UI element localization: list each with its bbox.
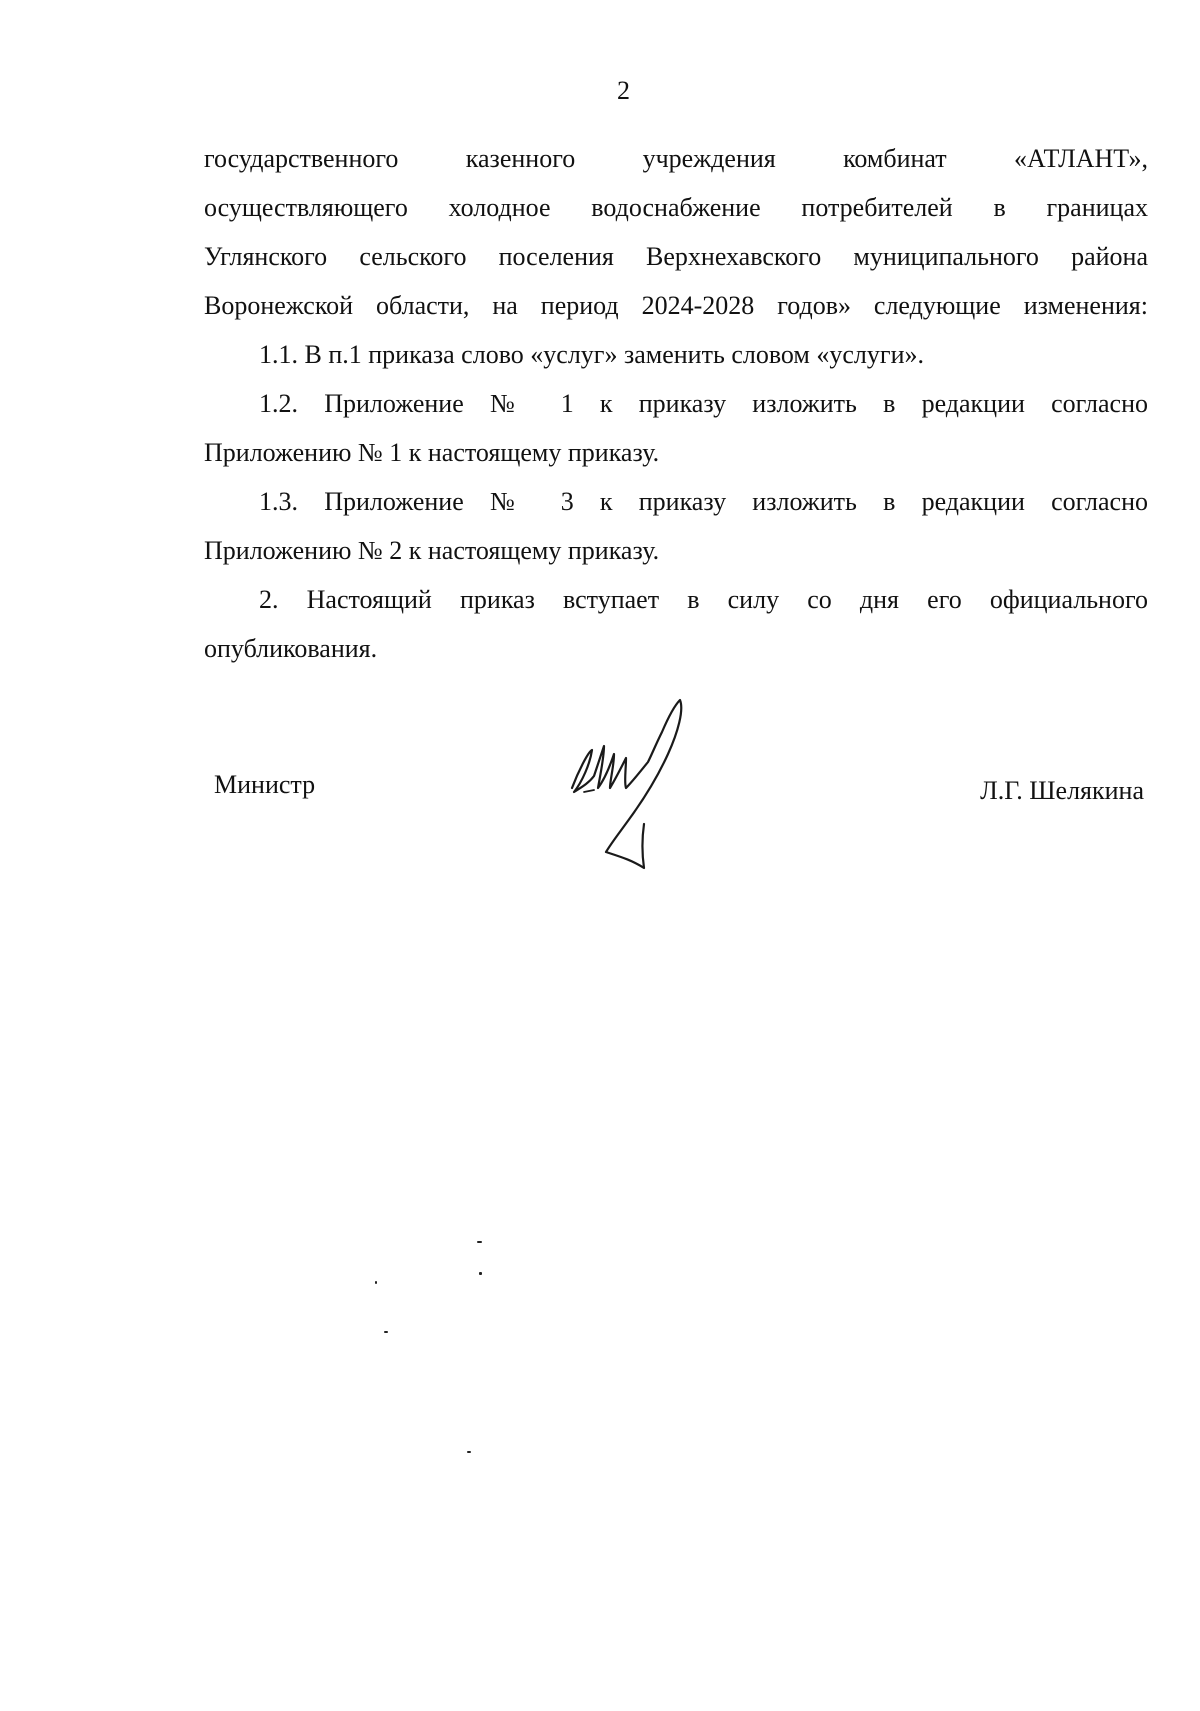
item-2-line: опубликования. [204,634,378,663]
paragraph-line: Воронежской области, на период 2024-2028 годов» следующие изменения: [204,291,1148,320]
scan-speck [477,1241,482,1243]
item-1-3-line: 1.3. Приложение № 3 к приказу изложить в редакции согласно [259,487,1148,516]
word: казенного [465,144,576,173]
word: учреждения [642,144,776,173]
word: государственного [204,144,399,173]
item-1-2-line: 1.2. Приложение № 1 к приказу изложить в редакции согласно [259,389,1148,418]
page-number: 2 [617,76,630,105]
word: комбинат [843,144,947,173]
position-title: Министр [214,770,316,799]
scan-speck [384,1331,388,1333]
item-1-2-line: Приложению № 1 к настоящему приказу. [204,438,660,467]
item-2-line: 2. Настоящий приказ вступает в силу со дня его официального [259,585,1148,614]
item-1-3-line: Приложению № 2 к настоящему приказу. [204,536,660,565]
handwritten-signature [560,692,710,872]
document-body [204,134,1148,673]
paragraph-line: осуществляющего холодное водоснабжение потребителей в границах [204,193,1148,222]
item-1-1: 1.1. В п.1 приказа слово «услуг» заменить словом «услуги». [259,340,924,369]
paragraph-line: Углянского сельского поселения Верхнехавского муниципального района [204,242,1148,271]
paragraph-line [204,134,1148,183]
signer-name: Л.Г. Шелякина [980,776,1144,805]
scan-speck [467,1451,471,1453]
scan-speck [375,1281,377,1284]
scan-speck [479,1272,482,1275]
word: «АТЛАНТ», [1014,144,1149,173]
